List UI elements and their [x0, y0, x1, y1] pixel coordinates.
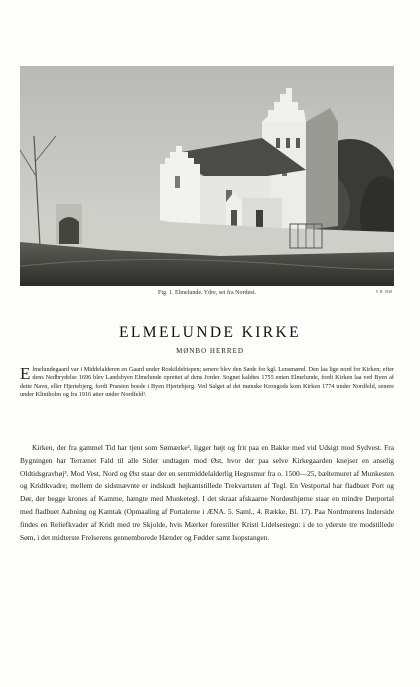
- history-text: lmelundegaard var i Middelalderen en Gaard under Roskildebispen; senere blev den Sæde for kgl. Lensmænd. Den laa lige nord for Kirken; efter dens Nedbrydelse 1696 blev Landsbyen Elmelunde oprettet af dens Jorder. Sognet kaldtes 1755 enten Elmelunde, fordi Kirken laa ved Byen af dette Navn, eller Hjertebjerg, fordi Præsten boede i Byen Hjertebjerg. Ved Salget af det mønske Krongods kom Kirken 1774 under Nordfeld, senere under Klintholm og fra 1916 atter under Nordfeld¹.: [20, 366, 394, 399]
- description-paragraph: Kirken, der fra gammel Tid har tjent som Sømærke², ligger højt og frit paa en Bakke med vid Udsigt mod Sydvest. Fra Bygningen har Terrænet Fald til alle Sider undtagen mod Øst, hvor der paa selve Kirkegaarden knejser en anselig Oldtidsgravhøj³. Mod Vest, Nord og Øst staar der en sentmiddelalderlig Hegnsmur fra o. 1500—25, bæltemuret af Munkesten og Kridtkvadre; mellem de sidstnævnte er indskudt højkantstillede Trekvartsten af Tegl. En Vestportal har fladbuet Port og Dør, der begge krones af Kamme, hængte med Munketegl. I det skraat afskaarne Nordøsthjørne staar en mindre Dørportal med fladbuet Aabning og Kamtak (Opmaaling af Portalerne i ÆNA. 5. Saml., 4. Række, Bl. 17). Paa Nordmurens Inderside findes en Reliefkvader af Kridt med tre Skjolde, hvis Mærker forestiller Kristi Lidelsestegn: i de to yderste tre modstillede Søm, i det midterste Frelserens gennemborede Hænder og Fødder samt Isopstangen.: [20, 443, 394, 542]
- page-subtitle: MØNBO HERRED: [176, 347, 244, 355]
- church-photograph: [20, 66, 394, 286]
- page-title: ELMELUNDE KIRKE: [119, 324, 301, 341]
- photo-credit: V. H. 1938: [375, 290, 392, 294]
- drop-cap: E: [20, 364, 31, 383]
- figure-caption: Fig. 1. Elmelunde. Ydre, set fra Nordøst.: [158, 290, 256, 296]
- church-photo-illustration: [20, 66, 394, 286]
- history-paragraph: [20, 366, 394, 400]
